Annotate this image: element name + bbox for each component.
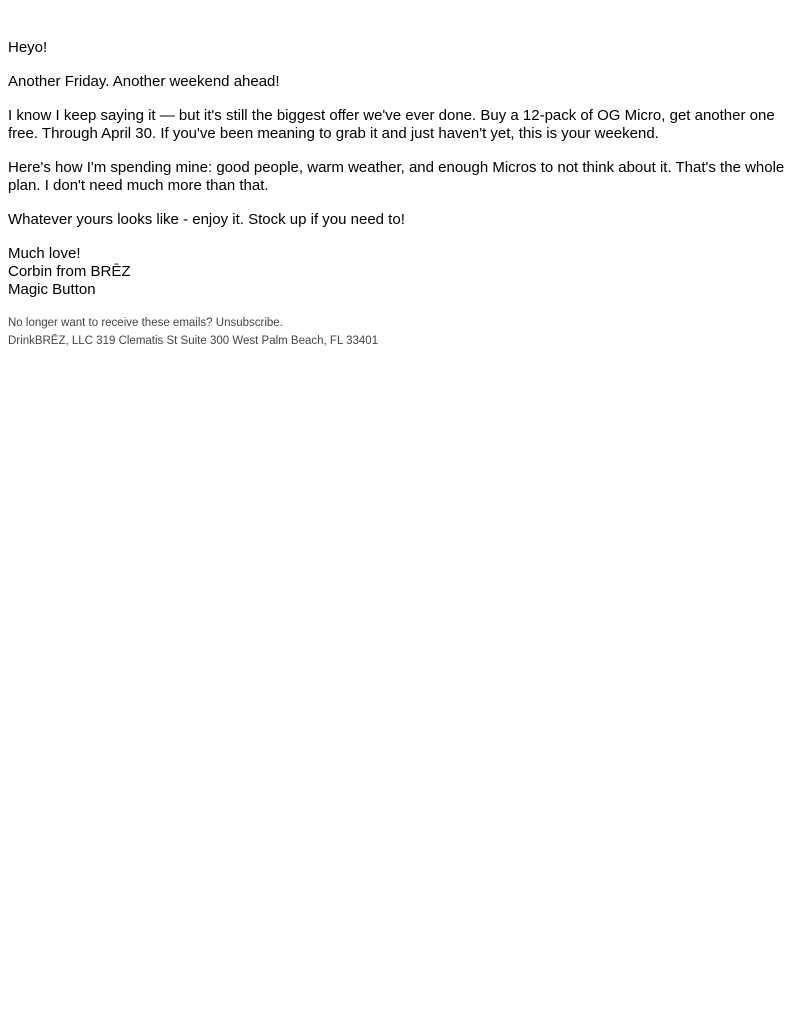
email-body <box>0 0 800 349</box>
greeting-text: Heyo! <box>8 39 48 56</box>
signature-sender: Corbin from BRĒZ <box>8 263 131 280</box>
unsubscribe-prompt: No longer want to receive these emails? <box>8 317 213 329</box>
unsubscribe-line <box>8 315 792 331</box>
intro-text: Another Friday. Another weekend ahead! <box>8 73 280 90</box>
offer-text: I know I keep saying it — but it's still the biggest offer we've ever done. Buy a 12-pack of OG Micro, get another one free. Through April 30. If you've been meaning to grab it and just haven't yet, this is your weekend. <box>8 107 775 142</box>
signature-closing: Much love! <box>8 245 81 262</box>
wishes-text: Whatever yours looks like - enjoy it. Stock up if you need to! <box>8 211 405 228</box>
unsubscribe-link[interactable]: Unsubscribe. <box>215 317 283 329</box>
signature-block <box>8 245 792 299</box>
email-footer <box>8 315 792 349</box>
magic-button-link[interactable]: Magic Button <box>8 281 96 298</box>
company-address: DrinkBRĒZ, LLC 319 Clematis St Suite 300 West Palm Beach, FL 33401 <box>8 335 379 347</box>
plans-text: Here's how I'm spending mine: good people, warm weather, and enough Micros to not think about it. That's the whole plan. I don't need much more than that. <box>8 159 785 194</box>
